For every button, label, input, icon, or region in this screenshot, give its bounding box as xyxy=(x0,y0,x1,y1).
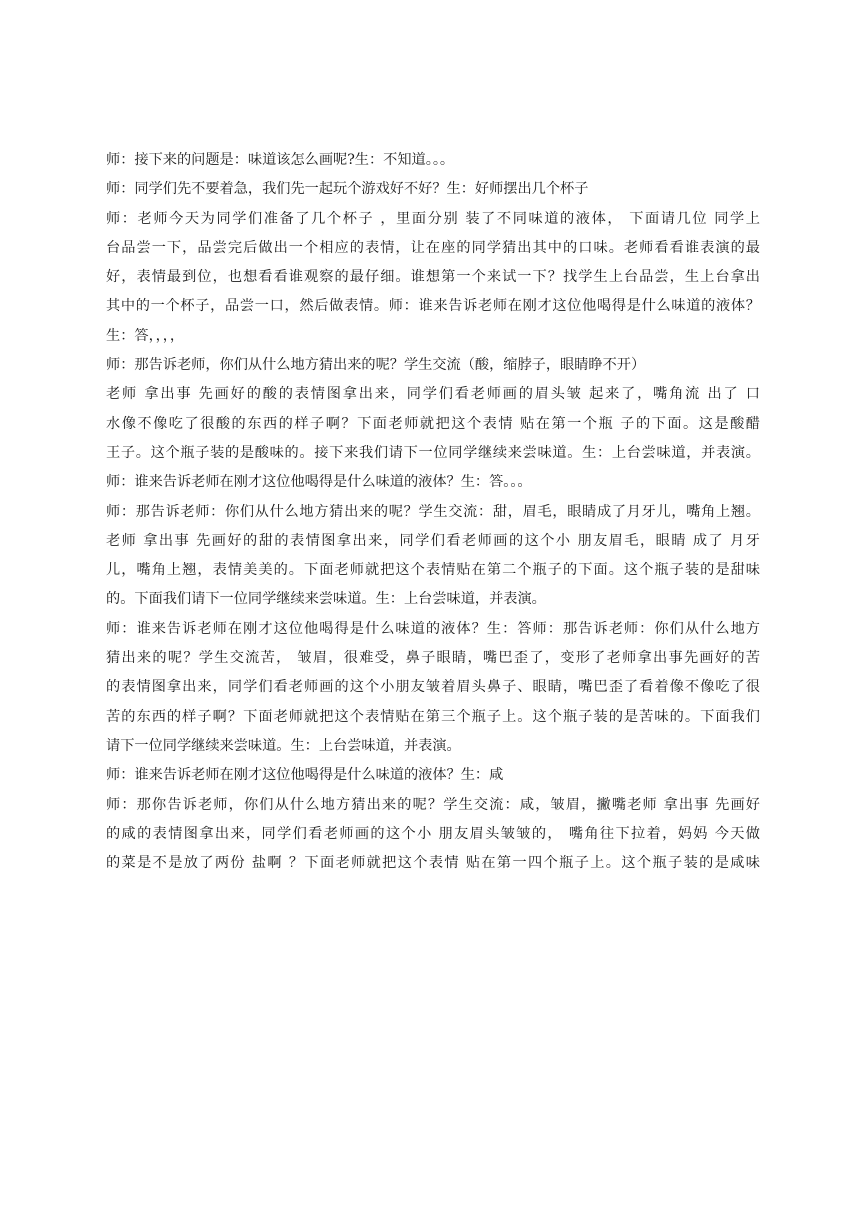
text-line: 的表情图拿出来，同学们看老师画的这个小朋友皱着眉头鼻子、眼睛，嘴巴歪了看着像不像吃了很 xyxy=(106,679,760,696)
document-body xyxy=(106,146,760,878)
text-line: 台品尝一下，品尝完后做出一个相应的表情，让在座的同学猜出其中的口味。老师看看谁表演的最 xyxy=(106,239,760,256)
text-line: 师：谁来告诉老师在刚才这位他喝得是什么味道的液体？生：咸 xyxy=(106,767,504,784)
text-line: 师：谁来告诉老师在刚才这位他喝得是什么味道的液体？生：答。。。 xyxy=(106,474,532,491)
text-line: 猜出来的呢？学生交流苦， 皱眉，很难受，鼻子眼睛，嘴巴歪了，变形了老师拿出事先画好的苦 xyxy=(106,650,760,667)
text-line: 生：答，，，， xyxy=(106,327,185,344)
text-line: 师：那你告诉老师，你们从什么地方猜出来的呢？学生交流：咸，皱眉，撇嘴老师 拿出事 先画好 xyxy=(106,796,760,813)
text-line: 师：谁来告诉老师在刚才这位他喝得是什么味道的液体？生：答师：那告诉老师：你们从什么地方 xyxy=(106,620,760,637)
text-line: 其中的一个杯子，品尝一口，然后做表情。师：谁来告诉老师在刚才这位他喝得是什么味道的液体？ xyxy=(106,298,760,315)
text-line: 请下一位同学继续来尝味道。生：上台尝味道，并表演。 xyxy=(106,737,461,754)
text-line: 水像不像吃了很酸的东西的样子啊？下面老师就把这个表情 贴在第一个瓶 子的下面。这是酸醋 xyxy=(106,415,760,432)
text-line: 老师 拿出事 先画好的甜的表情图拿出来，同学们看老师画的这个小 朋友眉毛，眼睛 成了 月牙 xyxy=(106,532,760,549)
text-line: 王子。这个瓶子装的是酸味的。接下来我们请下一位同学继续来尝味道。生：上台尝味道，并表演。 xyxy=(106,444,760,461)
text-line: 师：接下来的问题是：味道该怎么画呢?生：不知道。。。 xyxy=(106,152,455,168)
text-line: 师：老师今天为同学们准备了几个杯子 ，里面分别 装了不同味道的液体， 下面请几位 同学上 xyxy=(106,210,760,227)
text-line: 的。下面我们请下一位同学继续来尝味道。生：上台尝味道，并表演。 xyxy=(106,591,546,608)
text-line: 师：那告诉老师：你们从什么地方猜出来的呢？学生交流：甜，眉毛，眼睛成了月牙儿，嘴角上翘。 xyxy=(106,503,760,520)
text-line: 儿，嘴角上翘，表情美美的。下面老师就把这个表情贴在第二个瓶子的下面。这个瓶子装的是甜味 xyxy=(106,562,760,579)
text-line: 的咸的表情图拿出来，同学们看老师画的这个小 朋友眉头皱皱的， 嘴角往下拉着，妈妈 今天做 xyxy=(106,825,760,842)
text-line: 师：那告诉老师，你们从什么地方猜出来的呢？学生交流（酸，缩脖子，眼睛睁不开） xyxy=(106,357,646,374)
text-line: 苦的东西的样子啊？下面老师就把这个表情贴在第三个瓶子上。这个瓶子装的是苦味的。下面我们 xyxy=(106,708,760,725)
text-line: 老师 拿出事 先画好的酸的表情图拿出来，同学们看老师画的眉头皱 起来了，嘴角流 出了 口 xyxy=(106,386,760,403)
text-line: 好，表情最到位，也想看看谁观察的最仔细。谁想第一个来试一下？找学生上台品尝，生上台拿出 xyxy=(106,269,760,286)
text-line: 的菜是不是放了两份 盐啊 ？下面老师就把这个表情 贴在第一四个瓶子上。这个瓶子装的是咸味 xyxy=(106,855,760,872)
text-line: 师：同学们先不要着急，我们先一起玩个游戏好不好？生：好师摆出几个杯子 xyxy=(106,181,589,198)
